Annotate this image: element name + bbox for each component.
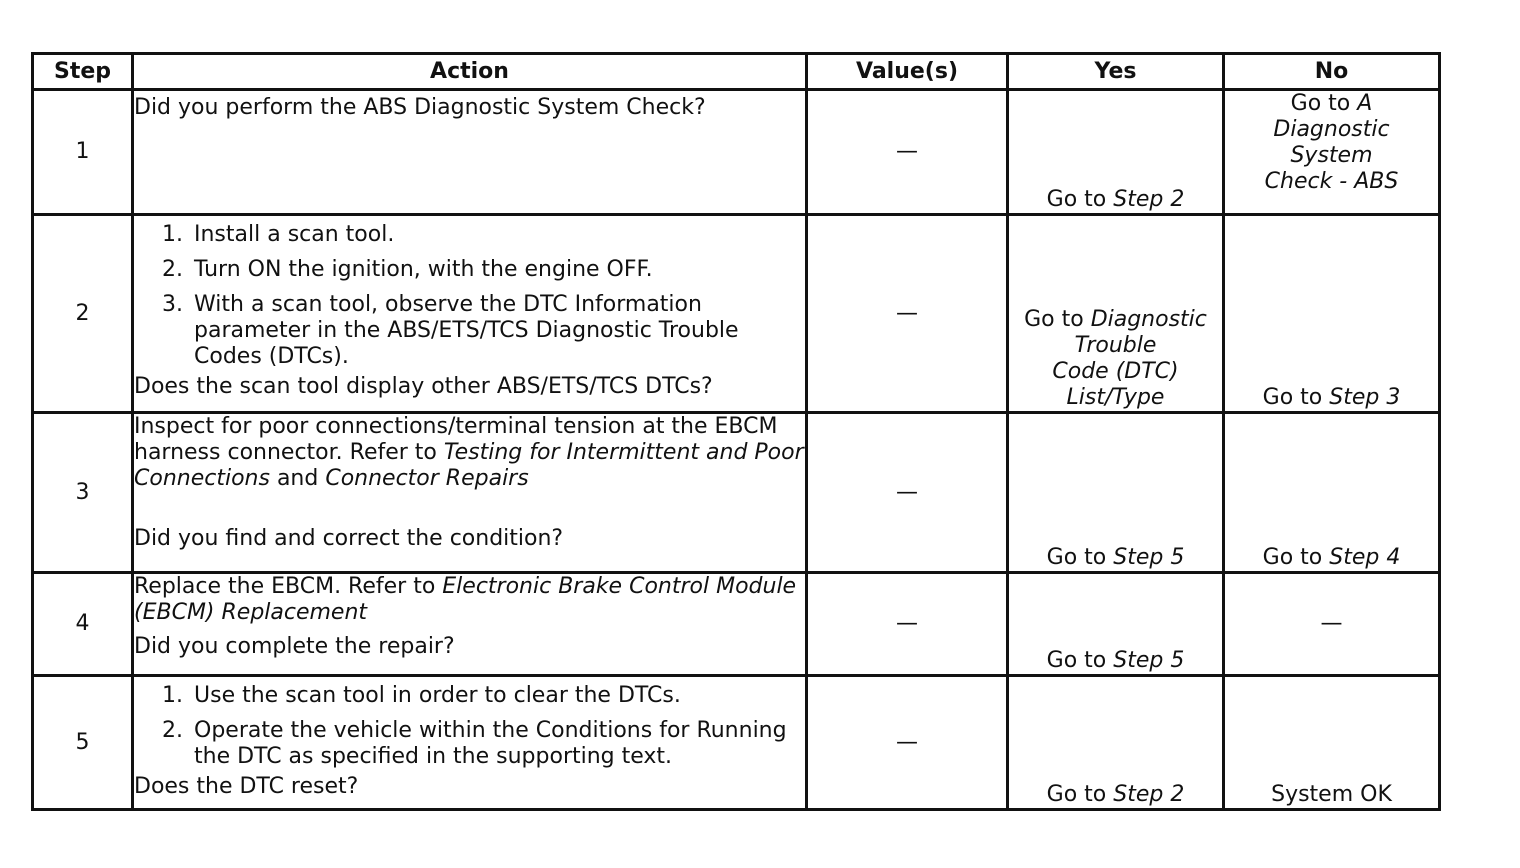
value-cell: — (807, 676, 1008, 810)
yes-link-line[interactable]: Diagnostic (1090, 307, 1207, 332)
header-row (33, 54, 1440, 90)
no-cell: System OK (1224, 676, 1440, 810)
yes-cell (1008, 676, 1224, 810)
instruction-text-part: Inspect for poor connections/terminal tension at the EBCM harness connector. Refer to (134, 414, 778, 465)
yes-link[interactable]: Step 5 (1113, 648, 1185, 673)
header-values: Value(s) (807, 54, 1008, 90)
yes-link[interactable]: Step 2 (1113, 782, 1185, 807)
no-link-line[interactable]: A (1357, 91, 1373, 116)
step-number: 3 (33, 413, 133, 573)
no-cell (1224, 90, 1440, 215)
action-cell (133, 676, 807, 810)
yes-prefix: Go to (1046, 648, 1114, 673)
reference-link[interactable]: Electronic Brake Control Module (EBCM) Replacement (134, 574, 797, 625)
header-action: Action (133, 54, 807, 90)
value-cell: — (807, 573, 1008, 676)
instruction-text-part: and (269, 466, 326, 491)
instruction-text-part: Replace the EBCM. Refer to (134, 574, 443, 599)
yes-prefix: Go to (1046, 782, 1114, 807)
no-link-line[interactable]: Diagnostic (1273, 117, 1390, 142)
reference-link[interactable]: Testing for Intermittent and Poor Connections (134, 440, 804, 491)
header-yes: Yes (1008, 54, 1224, 90)
action-cell (133, 215, 807, 413)
step-list (134, 222, 805, 370)
table-row (33, 215, 1440, 413)
list-item: 1. Install a scan tool. (190, 222, 805, 248)
yes-cell (1008, 573, 1224, 676)
header-no: No (1224, 54, 1440, 90)
yes-cell (1008, 413, 1224, 573)
yes-cell (1008, 90, 1224, 215)
list-item: 2. Turn ON the ignition, with the engine OFF. (190, 257, 805, 283)
no-link[interactable]: Step 3 (1329, 385, 1401, 410)
yes-link-line[interactable]: Trouble (1074, 333, 1157, 358)
yes-link[interactable]: Step 2 (1113, 187, 1185, 212)
no-prefix: Go to (1290, 91, 1358, 116)
step-number: 1 (33, 90, 133, 215)
instruction-text (134, 414, 805, 492)
step-number: 4 (33, 573, 133, 676)
step-list (134, 683, 805, 770)
instruction-text (134, 574, 805, 626)
action-cell (133, 413, 807, 573)
step-number: 2 (33, 215, 133, 413)
diagnostic-table (31, 52, 1441, 811)
no-link-line[interactable]: System (1290, 143, 1373, 168)
table-row (33, 676, 1440, 810)
action-cell (133, 90, 807, 215)
question-text: Did you perform the ABS Diagnostic System Check? (134, 95, 706, 120)
reference-link[interactable]: Connector Repairs (325, 466, 529, 491)
yes-cell (1008, 215, 1224, 413)
step-number: 5 (33, 676, 133, 810)
no-cell: — (1224, 573, 1440, 676)
table-row (33, 413, 1440, 573)
no-prefix: Go to (1262, 385, 1330, 410)
list-item: 3. With a scan tool, observe the DTC Information parameter in the ABS/ETS/TCS Diagnostic Trouble Codes (DTCs). (190, 292, 805, 370)
no-prefix: Go to (1262, 545, 1330, 570)
question-text: Does the scan tool display other ABS/ETS/TCS DTCs? (134, 374, 713, 399)
value-cell: — (807, 413, 1008, 573)
table-row (33, 90, 1440, 215)
yes-link-line[interactable]: List/Type (1066, 385, 1165, 410)
question-text: Does the DTC reset? (134, 774, 359, 799)
question-text: Did you find and correct the condition? (134, 526, 564, 551)
list-item: 2. Operate the vehicle within the Conditions for Running the DTC as specified in the supporting text. (190, 718, 805, 770)
value-cell: — (807, 90, 1008, 215)
value-cell: — (807, 215, 1008, 413)
yes-link[interactable]: Step 5 (1113, 545, 1185, 570)
action-cell (133, 573, 807, 676)
yes-link-line[interactable]: Code (DTC) (1052, 359, 1179, 384)
spacer (134, 492, 805, 526)
no-cell (1224, 215, 1440, 413)
no-cell (1224, 413, 1440, 573)
table-row (33, 573, 1440, 676)
question-text: Did you complete the repair? (134, 634, 455, 659)
yes-prefix: Go to (1046, 545, 1114, 570)
no-link[interactable]: Step 4 (1329, 545, 1401, 570)
yes-prefix: Go to (1046, 187, 1114, 212)
yes-prefix: Go to (1024, 307, 1091, 332)
no-link-line[interactable]: Check - ABS (1264, 169, 1399, 194)
list-item: 1. Use the scan tool in order to clear the DTCs. (190, 683, 805, 709)
header-step: Step (33, 54, 133, 90)
